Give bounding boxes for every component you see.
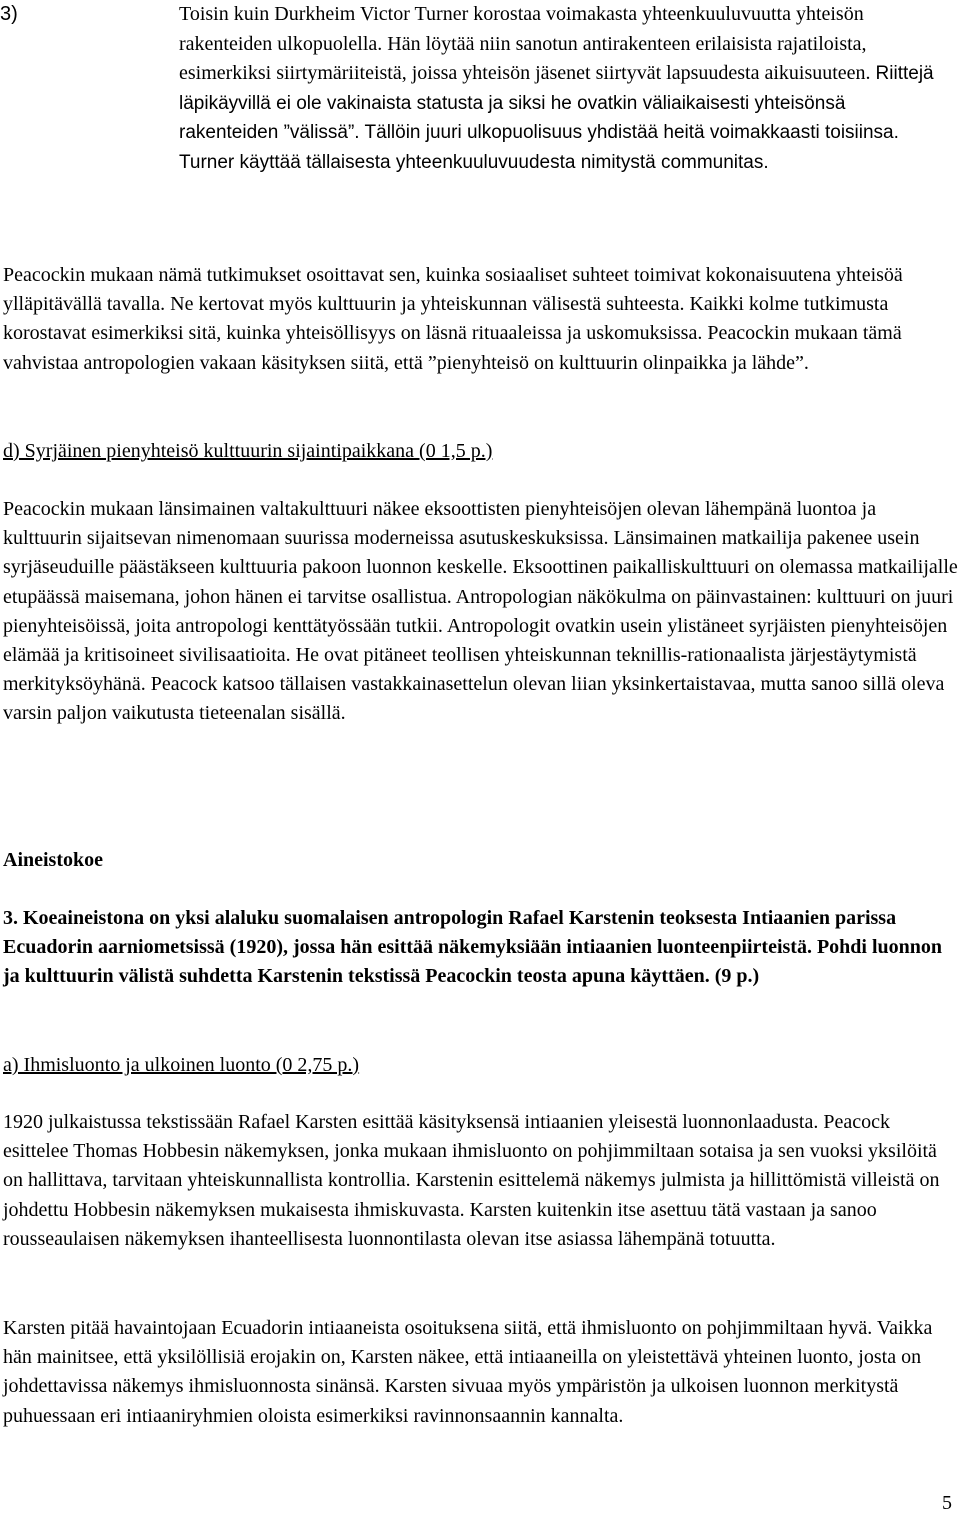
page-number: 5 [942,1492,952,1514]
paragraph-a-2: Karsten pitää havaintojaan Ecuadorin intiaaneista osoituksena siitä, että ihmisluonto on pohjimmiltaan hyvä. Vaikka hän mainitsee, että yksilöllisiä erojakin on, Karsten näkee, että intiaaneilla on yleistettävä yhteinen luonto, josta on johdettavissa näkemys ihmisluonnosta sinänsä. Karsten sivuaa myös ympäristön ja ulkoisen luonnon merkitystä puhuessaan eri intiaaniryhmien oloista esimerkiksi ravinnonsaannin kannalta. [3,1317,933,1427]
section-heading-a: a) Ihmisluonto ja ulkoinen luonto (0 2,75 p.) [3,1054,360,1076]
paragraph-d: Peacockin mukaan länsimainen valtakulttuuri näkee eksoottisten pienyhteisöjen olevan lähempänä luontoa ja kulttuurin sijaitsevan nimenomaan suurissa moderneissa asutuskeskuksissa. Länsimainen matkailija pakenee usein syrjäseuduille päästäkseen kulttuuria pakoon luonnon keskelle. Eksoottinen paikalliskulttuuri on olemassa matkailijalle etupäässä maisemana, johon hänen ei tarvitse osallistua. Antropologian näkökulma on päinvastainen: kulttuuri on juuri pienyhteisöissä, joita antropologi kenttätyössään tutkii. Antropologit ovatkin usein ylistäneet syrjäisten pienyhteisöjen elämää ja kritisoineet sivilisaatioita. He ovat pitäneet teollisen yhteiskunnan teknillis-rationaalista järjestäytymistä merkityksöyhänä. Peacock katsoo tällaisen vastakkainasettelun olevan liian yksinkertaistavaa, mutta sanoo sillä oleva varsin paljon vaikutusta tieteenalan sisällä. [3,498,958,725]
list-item-3 [0,0,939,178]
list-item-text-sans: Riittejä läpikäyvillä ei ole vakinaista statusta ja siksi he ovatkin väliaikaisesti yhteisönsä rakenteiden ”välissä”. Tällöin juuri ulkopuolisuus yhdistää heitä voimakkaasti toisiinsa. Turner käyttää tällaisesta yhteenkuuluvuudesta nimitystä communitas. [179,63,934,173]
paragraph-peacock-summary: Peacockin mukaan nämä tutkimukset osoittavat sen, kuinka sosiaaliset suhteet toimivat kokonaisuutena yhteisöä ylläpitävällä tavalla. Ne kertovat myös kulttuurin ja yhteiskunnan välisestä suhteesta. Kaikki kolme tutkimusta korostavat esimerkiksi sitä, kuinka yhteisöllisyys on läsnä rituaaleissa ja uskomuksissa. Peacockin mukaan tämä vahvistaa antropologien vakaan käsityksen siitä, että ”pienyhteisö on kulttuurin olinpaikka ja lähde”. [3,264,903,374]
task-3-prompt: 3. Koeaineistona on yksi alaluku suomalaisen antropologin Rafael Karstenin teoksesta Intiaanien parissa Ecuadorin aarniometsissä (1920), jossa hän esittää näkemyksiään intiaanien luonteenpiirteistä. Pohdi luonnon ja kulttuurin välistä suhdetta Karstenin tekstissä Peacockin teosta apuna käyttäen. (9 p.) [3,907,943,988]
list-item-number: 3) [0,3,18,25]
list-item-text-serif: Toisin kuin Durkheim Victor Turner korostaa voimakasta yhteenkuuluvuutta yhteisön rakenteiden ulkopuolella. Hän löytää niin sanotun antirakenteen erilaisista rajatiloista, esimerkiksi siirtymäriiteistä, joissa yhteisön jäsenet siirtyvät lapsuudesta aikuisuuteen. [179,3,871,85]
section-heading-d: d) Syrjäinen pienyhteisö kulttuurin sijaintipaikkana (0 1,5 p.) [3,440,493,462]
paragraph-a-1: 1920 julkaistussa tekstissään Rafael Karsten esittää käsityksensä intiaanien yleisestä luonnonlaadusta. Peacock esittelee Thomas Hobbesin näkemyksen, jonka mukaan ihmisluonto on pohjimmiltaan sotaisa ja sen vuoksi yksilöitä on hallittava, tarvitaan yhteiskunnallista kontrollia. Karstenin esittelemä näkemys julmista ja hillittömistä villeistä on johdettu Hobbesin näkemyksen mukaisesta ihmiskuvasta. Karsten kuitenkin itse asettuu tätä vastaan ja sanoo rousseaulaisen näkemyksen ihanteellisesta luonnontilasta olevan itse asiassa lähempänä totuutta. [3,1111,940,1250]
section-heading-aineistokoe: Aineistokoe [3,849,103,871]
list-item-text [179,0,939,178]
